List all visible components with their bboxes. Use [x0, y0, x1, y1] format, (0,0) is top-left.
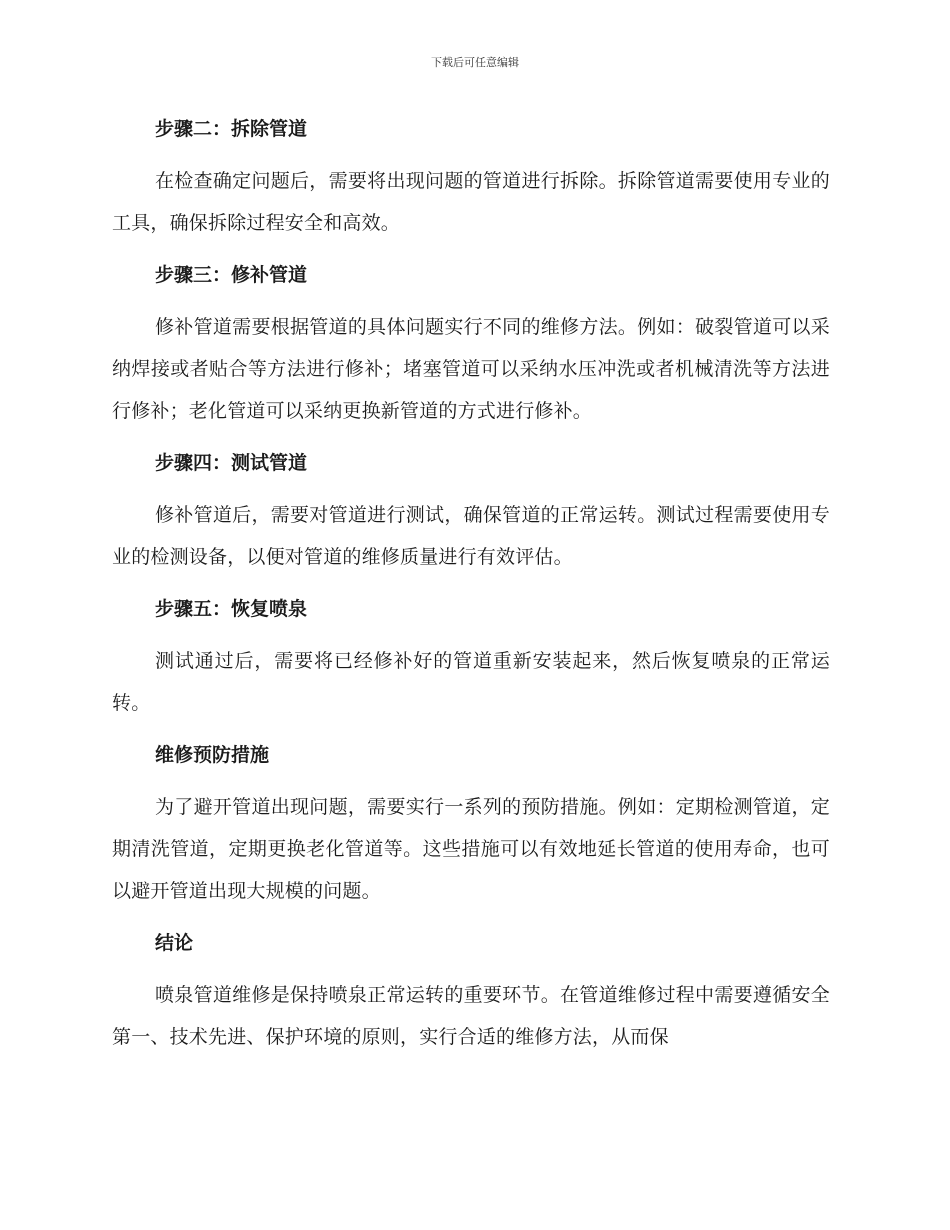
section-paragraph-step-4: 修补管道后，需要对管道进行测试，确保管道的正常运转。测试过程需要使用专业的检测设备，以便对管道的维修质量进行有效评估。	[112, 504, 830, 568]
section-paragraph-prevention: 为了避开管道出现问题，需要实行一系列的预防措施。例如：定期检测管道，定期清洗管道，定期更换老化管道等。这些措施可以有效地延长管道的使用寿命，也可以避开管道出现大规模的问题。	[112, 796, 830, 902]
section-heading-step-2: 步骤二：拆除管道	[155, 118, 308, 140]
section-heading-step-5: 步骤五：恢复喷泉	[155, 598, 308, 620]
section-heading-conclusion: 结论	[155, 932, 194, 954]
section-paragraph-step-2: 在检查确定问题后，需要将出现问题的管道进行拆除。拆除管道需要使用专业的工具，确保拆除过程安全和高效。	[112, 170, 830, 234]
section-paragraph-conclusion: 喷泉管道维修是保持喷泉正常运转的重要环节。在管道维修过程中需要遵循安全第一、技术先进、保护环境的原则，实行合适的维修方法，从而保	[112, 984, 830, 1048]
section-paragraph-step-5: 测试通过后，需要将已经修补好的管道重新安装起来，然后恢复喷泉的正常运转。	[112, 650, 830, 714]
section-heading-step-4: 步骤四：测试管道	[155, 452, 308, 474]
document-body	[112, 108, 830, 1068]
section-paragraph-step-3: 修补管道需要根据管道的具体问题实行不同的维修方法。例如：破裂管道可以采纳焊接或者贴合等方法进行修补；堵塞管道可以采纳水压冲洗或者机械清洗等方法进行修补；老化管道可以采纳更换新管道的方式进行修补。	[112, 316, 830, 422]
section-heading-step-3: 步骤三：修补管道	[155, 264, 308, 286]
page-header: 下载后可任意编辑	[431, 56, 519, 69]
section-heading-prevention: 维修预防措施	[155, 744, 270, 766]
